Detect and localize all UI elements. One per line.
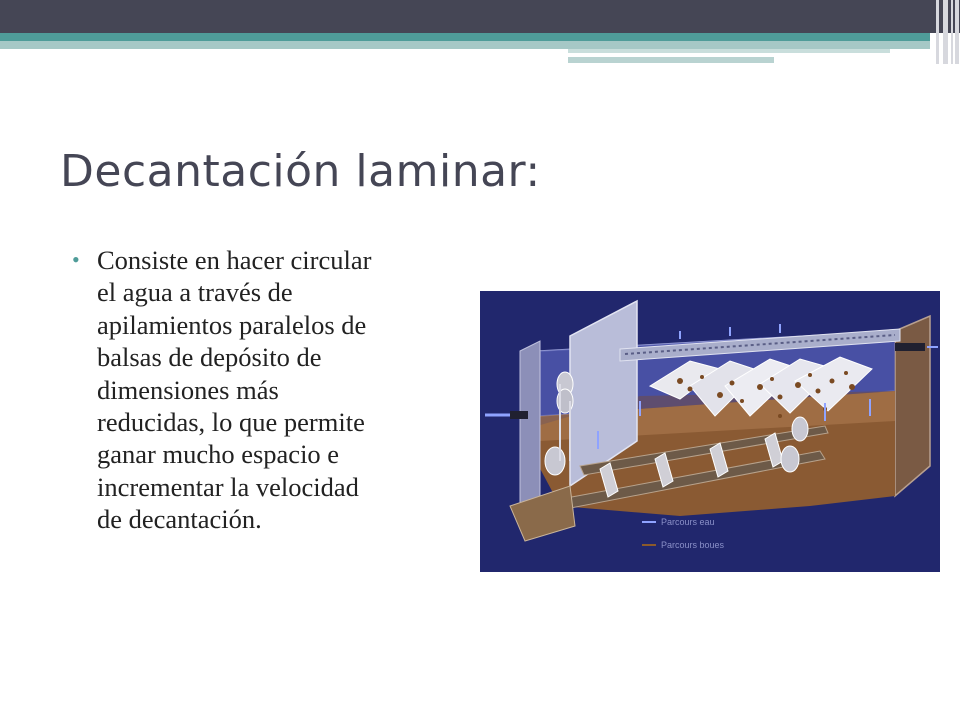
header-band-teal: [0, 33, 930, 41]
bullet-line: reducidas, lo que permite: [97, 407, 365, 438]
header-band-thin: [568, 49, 890, 53]
legend-sludge-label: Parcours boues: [661, 540, 725, 550]
bullet-line: balsas de depósito de: [97, 342, 322, 373]
bullet-paragraph: [97, 244, 477, 536]
drive-roller: [781, 446, 799, 472]
bullet-line: incrementar la velocidad: [97, 471, 359, 502]
legend-water-label: Parcours eau: [661, 517, 715, 527]
bullet-line: Consiste en hacer circular: [97, 245, 372, 275]
drive-roller: [792, 417, 808, 441]
bullet-line: apilamientos paralelos de: [97, 309, 367, 340]
header-band-light: [0, 41, 930, 49]
bullet-line: de decantación.: [97, 504, 262, 535]
bullet-line: ganar mucho espacio e: [97, 439, 340, 470]
bullet-line: dimensiones más: [97, 374, 279, 405]
drive-roller: [545, 447, 565, 475]
header-band-thin-short: [568, 57, 774, 63]
outlet-pipe: [895, 343, 925, 351]
header-stripe: [951, 0, 953, 64]
slide-title: Decantación laminar:: [60, 146, 541, 197]
lamellar-settler-diagram: [480, 291, 940, 572]
header-stripe: [936, 0, 939, 64]
header-stripe: [955, 0, 959, 64]
inlet-pipe: [510, 411, 528, 419]
header-band-dark: [0, 0, 960, 33]
bullet-line: el agua a través de: [97, 277, 293, 308]
bullet-marker: •: [72, 247, 80, 272]
header-stripe: [943, 0, 948, 64]
